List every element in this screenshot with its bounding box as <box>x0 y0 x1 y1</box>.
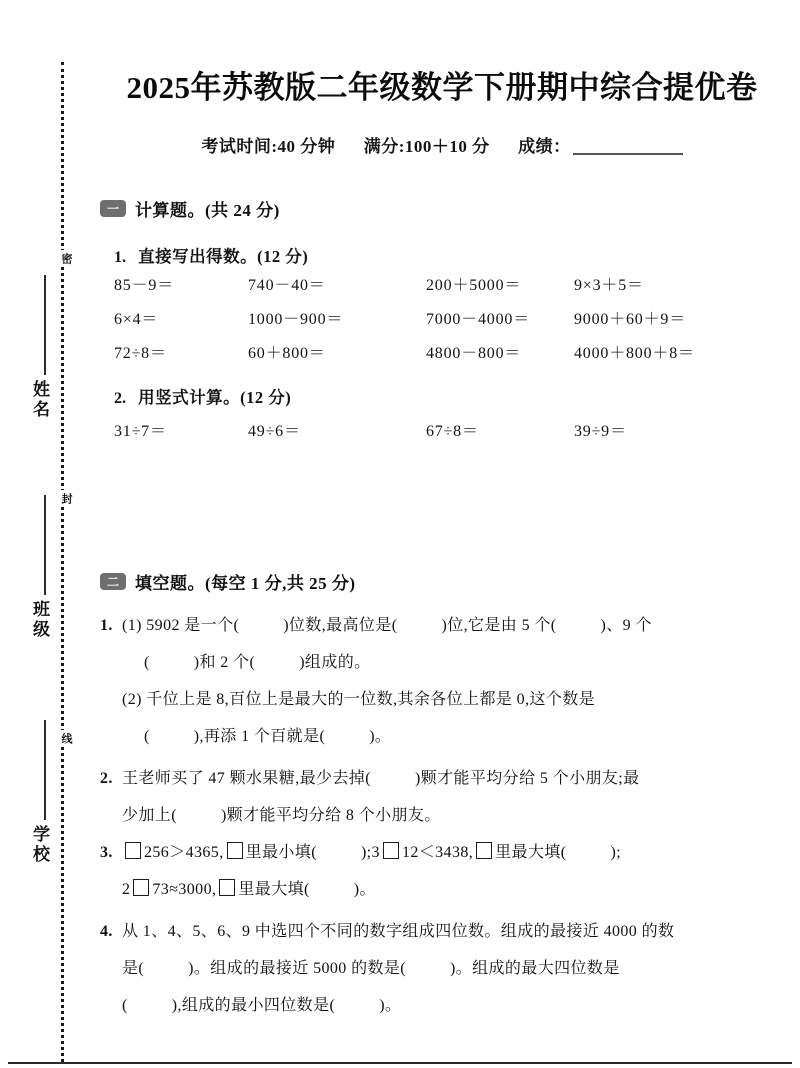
page-bottom-rule <box>8 1062 792 1064</box>
equation-row <box>114 418 800 452</box>
exam-duration: 考试时间:40 分钟 <box>201 137 336 156</box>
seal-char-feng: 封 <box>53 490 73 507</box>
fill-text: 从 1、4、5、6、9 中选四个不同的数字组成四位数。组成的最接近 4000 的数 <box>122 923 675 940</box>
text-line <box>100 644 772 681</box>
fill-text: )颗才能平均分给 5 个小朋友;最 <box>414 770 640 787</box>
fill-text: 里最小填( <box>245 844 317 861</box>
section-title-fill-in-blank: 填空题。(每空 1 分,共 25 分) <box>135 574 356 593</box>
seal-char-mi: 密 <box>53 250 73 267</box>
text-line <box>100 797 772 834</box>
section-badge-two: 二 <box>100 573 126 590</box>
equation-cell[interactable]: 1000－900＝ <box>248 311 344 328</box>
fill-text: )。组成的最接近 5000 的数是( <box>188 960 406 977</box>
text-line <box>100 607 772 644</box>
problem-2-number: 2. <box>114 390 126 407</box>
fill-problem-3 <box>100 834 772 908</box>
equation-row <box>114 306 800 340</box>
fill-text: )。 <box>353 881 376 898</box>
fill-text: )。 <box>369 728 392 745</box>
equation-cell[interactable]: 72÷8＝ <box>114 345 167 362</box>
equation-cell[interactable]: 6×4＝ <box>114 311 159 328</box>
equation-cell[interactable]: 4000＋800＋8＝ <box>574 345 695 362</box>
fill-text: 千位上是 8,百位上是最大的一位数,其余各位上都是 0,这个数是 <box>146 691 596 708</box>
equation-cell[interactable]: 200＋5000＝ <box>426 277 522 294</box>
score-label: 成绩： <box>518 137 571 156</box>
equation-cell[interactable]: 740－40＝ <box>248 277 326 294</box>
fill-problem-1-part2 <box>100 681 772 755</box>
fill-text: 少加上( <box>122 807 177 824</box>
problem-1-stem: 直接写出得数。(12 分) <box>138 247 309 266</box>
section-header-fill-in-blank <box>100 569 356 594</box>
fill-text: )。 <box>379 997 402 1014</box>
problem-2-stem: 用竖式计算。(12 分) <box>138 388 292 407</box>
text-line <box>100 681 772 718</box>
calc2-equation-grid <box>114 418 800 452</box>
text-line <box>100 871 772 908</box>
fill-problem-4-number: 4. <box>100 923 113 940</box>
name-field-label: 姓名 <box>30 380 49 420</box>
exam-meta-bar <box>92 132 792 157</box>
fill-text: 256＞4365, <box>144 844 224 861</box>
text-line <box>100 760 772 797</box>
fill-text: ( <box>122 997 128 1014</box>
exam-content <box>92 0 800 1068</box>
seal-dotted-line <box>61 62 64 1062</box>
equation-row <box>114 272 800 306</box>
fill-problem-2-number: 2. <box>100 770 113 787</box>
score-blank-rule[interactable] <box>573 153 683 155</box>
equation-cell[interactable]: 4800－800＝ <box>426 345 522 362</box>
section-header-calculation <box>100 196 280 221</box>
text-line <box>100 913 772 950</box>
empty-box-icon[interactable] <box>383 842 399 859</box>
fill-text: );3 <box>360 844 380 861</box>
class-field-rule <box>44 495 46 595</box>
equation-cell[interactable]: 31÷7＝ <box>114 423 167 440</box>
fill-text: ); <box>610 844 622 861</box>
equation-cell[interactable]: 67÷8＝ <box>426 423 479 440</box>
page-title: 2025年苏教版二年级数学下册期中综合提优卷 <box>126 70 758 105</box>
fill-problem-1-part1 <box>100 607 772 681</box>
class-field-label: 班级 <box>30 600 49 640</box>
fill-text: ( <box>144 728 150 745</box>
equation-cell[interactable]: 60＋800＝ <box>248 345 326 362</box>
fill-problem-3-number: 3. <box>100 844 113 861</box>
fill-text: )位,它是由 5 个( <box>441 617 557 634</box>
fill-problem-1-number: 1. <box>100 617 113 634</box>
calc1-equation-grid <box>114 272 800 374</box>
equation-cell[interactable]: 39÷9＝ <box>574 423 627 440</box>
fill-text: )组成的。 <box>299 654 371 671</box>
fill-text: 王老师买了 47 颗水果糖,最少去掉( <box>122 770 371 787</box>
empty-box-icon[interactable] <box>125 842 141 859</box>
text-line <box>100 950 772 987</box>
exam-total-score: 满分:100＋10 分 <box>363 137 490 156</box>
school-field-rule <box>44 720 46 820</box>
fill-text: 里最大填( <box>495 844 567 861</box>
fill-problem-4 <box>100 913 772 1024</box>
seal-margin <box>0 0 92 1068</box>
equation-cell[interactable]: 49÷6＝ <box>248 423 301 440</box>
fill-text: ( <box>144 654 150 671</box>
fill-problem-1-sub: (1) <box>122 617 142 634</box>
fill-text: 是( <box>122 960 145 977</box>
text-line <box>100 718 772 755</box>
equation-cell[interactable]: 7000－4000＝ <box>426 311 530 328</box>
text-line <box>100 987 772 1024</box>
section-title-calculation: 计算题。(共 24 分) <box>135 201 280 220</box>
fill-text: ),再添 1 个百就是( <box>193 728 326 745</box>
fill-text: 5902 是一个( <box>146 617 240 634</box>
fill-problem-1-sub2: (2) <box>122 691 142 708</box>
fill-text: 2 <box>122 881 131 898</box>
equation-row <box>114 340 800 374</box>
fill-text: 73≈3000, <box>152 881 217 898</box>
empty-box-icon[interactable] <box>476 842 492 859</box>
fill-text: )颗才能平均分给 8 个小朋友。 <box>220 807 441 824</box>
empty-box-icon[interactable] <box>227 842 243 859</box>
text-line <box>100 834 772 871</box>
equation-cell[interactable]: 85－9＝ <box>114 277 174 294</box>
seal-char-xian: 线 <box>53 730 73 747</box>
problem-2-heading <box>114 384 291 408</box>
fill-text: )位数,最高位是( <box>283 617 398 634</box>
fill-text: 里最大填( <box>238 881 310 898</box>
name-field-rule <box>44 275 46 375</box>
fill-text: )和 2 个( <box>193 654 256 671</box>
equation-cell[interactable]: 9000＋60＋9＝ <box>574 311 686 328</box>
problem-1-number: 1. <box>114 249 126 266</box>
fill-text: )、9 个 <box>600 617 652 634</box>
fill-text: 12＜3438, <box>401 844 474 861</box>
school-field-label: 学校 <box>30 825 49 865</box>
section-badge-one: 一 <box>100 200 126 217</box>
equation-cell[interactable]: 9×3＋5＝ <box>574 277 644 294</box>
problem-1-heading <box>114 243 308 267</box>
empty-box-icon[interactable] <box>133 879 149 896</box>
fill-text: ),组成的最小四位数是( <box>171 997 336 1014</box>
fill-problem-2 <box>100 760 772 834</box>
empty-box-icon[interactable] <box>219 879 235 896</box>
fill-text: )。组成的最大四位数是 <box>450 960 620 977</box>
